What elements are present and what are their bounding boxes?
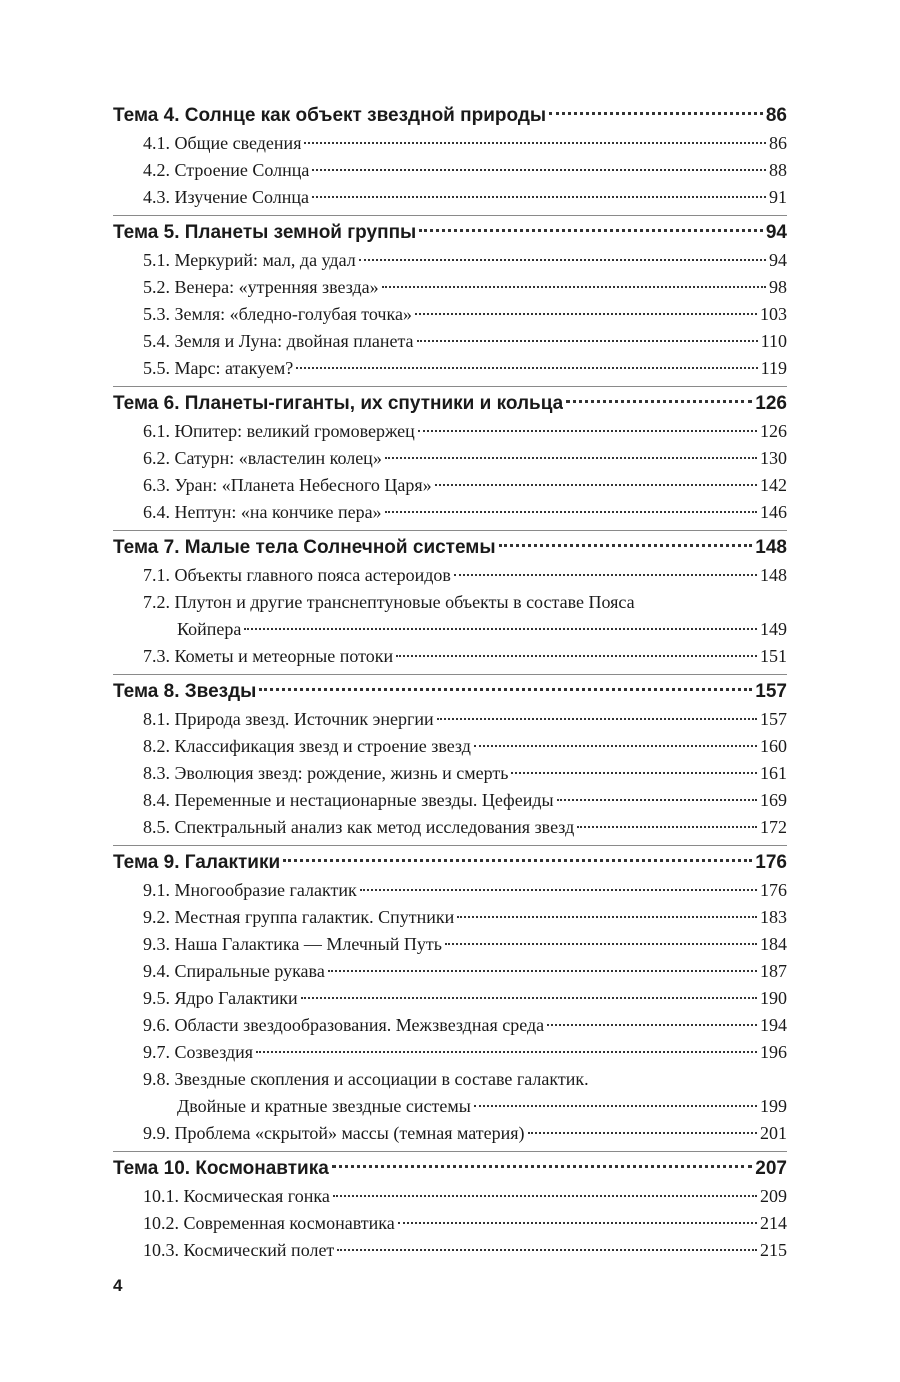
dot-leader	[259, 688, 752, 691]
toc-entry-page: 86	[769, 133, 787, 153]
toc-entry-title: 8.5. Спектральный анализ как метод исследования звезд	[143, 817, 575, 837]
toc-topic-heading-page: 94	[765, 222, 787, 243]
toc-entry	[113, 1210, 787, 1237]
toc-entry	[113, 877, 787, 904]
toc-entry-page: 201	[760, 1123, 787, 1143]
toc-entry-title: Койпера	[177, 619, 242, 639]
toc-topic-heading-title: Тема 9. Галактики	[113, 852, 281, 873]
toc-entry	[113, 247, 787, 274]
dot-leader	[474, 745, 757, 747]
dot-leader	[301, 997, 757, 999]
dot-leader	[360, 889, 757, 891]
toc-topic-heading-title: Тема 6. Планеты-гиганты, их спутники и кольца	[113, 393, 564, 414]
toc-topic-heading-title: Тема 5. Планеты земной группы	[113, 222, 417, 243]
dot-leader	[296, 367, 757, 369]
toc-topic	[113, 845, 787, 1151]
toc-entry-title: 4.1. Общие сведения	[143, 133, 302, 153]
dot-leader	[332, 1165, 753, 1168]
toc-topic	[113, 530, 787, 674]
toc-topic-heading	[113, 101, 787, 130]
toc-topic-heading-page: 207	[755, 1158, 787, 1179]
toc-entry-page: 110	[760, 331, 787, 351]
toc-entry-title: 7.3. Кометы и метеорные потоки	[143, 646, 394, 666]
toc-topic-heading-page: 148	[755, 537, 787, 558]
toc-entry-page: 194	[760, 1015, 787, 1035]
toc-entry-page: 94	[769, 250, 787, 270]
toc-entry-title: 6.2. Сатурн: «властелин колец»	[143, 448, 382, 468]
toc-entry-title: 9.1. Многообразие галактик	[143, 880, 357, 900]
page-number: 4	[113, 1276, 123, 1295]
toc-entry-title-line1: 7.2. Плутон и другие транснептуновые объекты в составе Пояса	[143, 592, 635, 612]
toc-entry-title: 9.3. Наша Галактика — Млечный Путь	[143, 934, 442, 954]
toc-topic-heading-title: Тема 8. Звезды	[113, 681, 257, 702]
toc-entry	[113, 562, 787, 589]
toc-entry	[113, 706, 787, 733]
toc-entry-page: 214	[760, 1213, 787, 1233]
toc-entry-title: 6.3. Уран: «Планета Небесного Царя»	[143, 475, 432, 495]
toc-entry-page: 199	[760, 1096, 787, 1116]
toc-entry-title: 5.1. Меркурий: мал, да удал	[143, 250, 356, 270]
toc-topic-heading-title: Тема 7. Малые тела Солнечной системы	[113, 537, 496, 558]
toc-entry-title: Двойные и кратные звездные системы	[177, 1096, 471, 1116]
toc-entry	[113, 1237, 787, 1264]
toc-topic	[113, 674, 787, 845]
toc-entry	[113, 616, 787, 643]
toc-topic-heading-page: 176	[755, 852, 787, 873]
toc-entry	[113, 184, 787, 211]
toc-entry-page: 209	[760, 1186, 787, 1206]
toc-topic-heading	[113, 533, 787, 562]
toc-entry	[113, 733, 787, 760]
toc-entry-page: 184	[760, 934, 787, 954]
dot-leader	[418, 430, 757, 432]
toc-entry	[113, 445, 787, 472]
toc-entry-title: 9.7. Созвездия	[143, 1042, 254, 1062]
toc-entry-title: 9.6. Области звездообразования. Межзвездная среда	[143, 1015, 545, 1035]
dot-leader	[337, 1249, 757, 1251]
toc-entry-title: 10.2. Современная космонавтика	[143, 1213, 395, 1233]
toc-entry-page: 126	[760, 421, 787, 441]
toc-entry-page: 130	[760, 448, 787, 468]
toc-entry-page: 176	[760, 880, 787, 900]
table-of-contents	[113, 99, 787, 1268]
toc-entry-title: 5.2. Венера: «утренняя звезда»	[143, 277, 379, 297]
dot-leader	[312, 169, 766, 171]
toc-entry-title: 8.4. Переменные и нестационарные звезды. Цефеиды	[143, 790, 554, 810]
dot-leader	[549, 112, 763, 115]
toc-entry-page: 157	[760, 709, 787, 729]
toc-entry-title: 9.5. Ядро Галактики	[143, 988, 298, 1008]
toc-topic	[113, 99, 787, 215]
dot-leader	[435, 484, 757, 486]
dot-leader	[283, 859, 752, 862]
toc-topic-heading	[113, 1154, 787, 1183]
toc-topic	[113, 215, 787, 386]
dot-leader	[385, 457, 757, 459]
toc-entry	[113, 1012, 787, 1039]
dot-leader	[415, 313, 757, 315]
dot-leader	[417, 340, 758, 342]
toc-entry-page: 88	[769, 160, 787, 180]
dot-leader	[528, 1132, 757, 1134]
toc-entry-title: 8.1. Природа звезд. Источник энергии	[143, 709, 434, 729]
dot-leader	[312, 196, 766, 198]
dot-leader	[557, 799, 757, 801]
toc-entry-page: 183	[760, 907, 787, 927]
toc-topic	[113, 1151, 787, 1268]
toc-entry-title: 10.1. Космическая гонка	[143, 1186, 330, 1206]
toc-entry-title: 9.2. Местная группа галактик. Спутники	[143, 907, 455, 927]
toc-entry-title-line1: 9.8. Звездные скопления и ассоциации в составе галактик.	[143, 1069, 589, 1089]
toc-entry	[113, 328, 787, 355]
toc-topic-heading	[113, 218, 787, 247]
toc-entry	[113, 931, 787, 958]
dot-leader	[396, 655, 757, 657]
toc-entry	[113, 643, 787, 670]
toc-entry-page: 146	[760, 502, 787, 522]
toc-topic-heading-title: Тема 10. Космонавтика	[113, 1158, 329, 1179]
toc-entry-page: 160	[760, 736, 787, 756]
dot-leader	[445, 943, 757, 945]
toc-entry-page: 142	[760, 475, 787, 495]
toc-entry-title: 4.2. Строение Солнца	[143, 160, 310, 180]
toc-entry-page: 149	[760, 619, 787, 639]
toc-entry	[113, 130, 787, 157]
toc-entry	[113, 157, 787, 184]
dot-leader	[419, 229, 763, 232]
toc-entry	[113, 904, 787, 931]
toc-topic-heading-page: 86	[765, 105, 787, 126]
toc-entry	[113, 472, 787, 499]
toc-entry-title: 8.2. Классификация звезд и строение звезд	[143, 736, 471, 756]
dot-leader	[304, 142, 766, 144]
toc-entry	[113, 1183, 787, 1210]
toc-entry	[113, 1039, 787, 1066]
dot-leader	[382, 286, 766, 288]
toc-entry-title: 9.9. Проблема «скрытой» массы (темная материя)	[143, 1123, 525, 1143]
toc-topic-heading	[113, 389, 787, 418]
toc-entry-page: 119	[760, 358, 787, 378]
toc-entry-page: 103	[760, 304, 787, 324]
toc-entry-title: 6.1. Юпитер: великий громовержец	[143, 421, 415, 441]
toc-entry-page: 169	[760, 790, 787, 810]
dot-leader	[547, 1024, 757, 1026]
toc-entry-title: 5.4. Земля и Луна: двойная планета	[143, 331, 414, 351]
toc-entry-title: 8.3. Эволюция звезд: рождение, жизнь и смерть	[143, 763, 509, 783]
toc-entry	[113, 1120, 787, 1147]
toc-topic-heading-page: 126	[755, 393, 787, 414]
toc-entry-title: 5.5. Марс: атакуем?	[143, 358, 294, 378]
dot-leader	[359, 259, 766, 261]
toc-entry-title: 7.1. Объекты главного пояса астероидов	[143, 565, 451, 585]
toc-topic-heading-title: Тема 4. Солнце как объект звездной природы	[113, 105, 547, 126]
dot-leader	[328, 970, 757, 972]
dot-leader	[499, 544, 753, 547]
toc-entry-page: 151	[760, 646, 787, 666]
dot-leader	[398, 1222, 757, 1224]
toc-entry	[113, 958, 787, 985]
toc-entry-page: 215	[760, 1240, 787, 1260]
toc-entry	[113, 301, 787, 328]
toc-topic-heading	[113, 848, 787, 877]
toc-entry	[113, 274, 787, 301]
toc-entry-page: 98	[769, 277, 787, 297]
toc-entry-title: 9.4. Спиральные рукава	[143, 961, 325, 981]
toc-topic-heading	[113, 677, 787, 706]
toc-entry-page: 91	[769, 187, 787, 207]
dot-leader	[457, 916, 757, 918]
toc-entry	[113, 985, 787, 1012]
dot-leader	[454, 574, 757, 576]
toc-entry	[113, 1093, 787, 1120]
toc-entry	[113, 814, 787, 841]
toc-entry-title: 6.4. Нептун: «на кончике пера»	[143, 502, 382, 522]
toc-entry-page: 187	[760, 961, 787, 981]
toc-entry-page: 161	[760, 763, 787, 783]
toc-entry-title: 4.3. Изучение Солнца	[143, 187, 310, 207]
toc-entry-title: 10.3. Космический полет	[143, 1240, 335, 1260]
dot-leader	[577, 826, 757, 828]
toc-entry	[113, 418, 787, 445]
dot-leader	[566, 400, 752, 403]
dot-leader	[474, 1105, 757, 1107]
toc-entry	[113, 499, 787, 526]
dot-leader	[256, 1051, 757, 1053]
dot-leader	[437, 718, 757, 720]
toc-entry-page: 190	[760, 988, 787, 1008]
toc-entry	[113, 760, 787, 787]
toc-entry-page: 196	[760, 1042, 787, 1062]
toc-entry-page: 148	[760, 565, 787, 585]
toc-entry-title: 5.3. Земля: «бледно-голубая точка»	[143, 304, 412, 324]
toc-topic-heading-page: 157	[755, 681, 787, 702]
dot-leader	[385, 511, 757, 513]
dot-leader	[333, 1195, 757, 1197]
dot-leader	[244, 628, 757, 630]
toc-entry	[113, 355, 787, 382]
toc-entry	[113, 787, 787, 814]
toc-topic	[113, 386, 787, 530]
toc-entry-page: 172	[760, 817, 787, 837]
dot-leader	[511, 772, 757, 774]
